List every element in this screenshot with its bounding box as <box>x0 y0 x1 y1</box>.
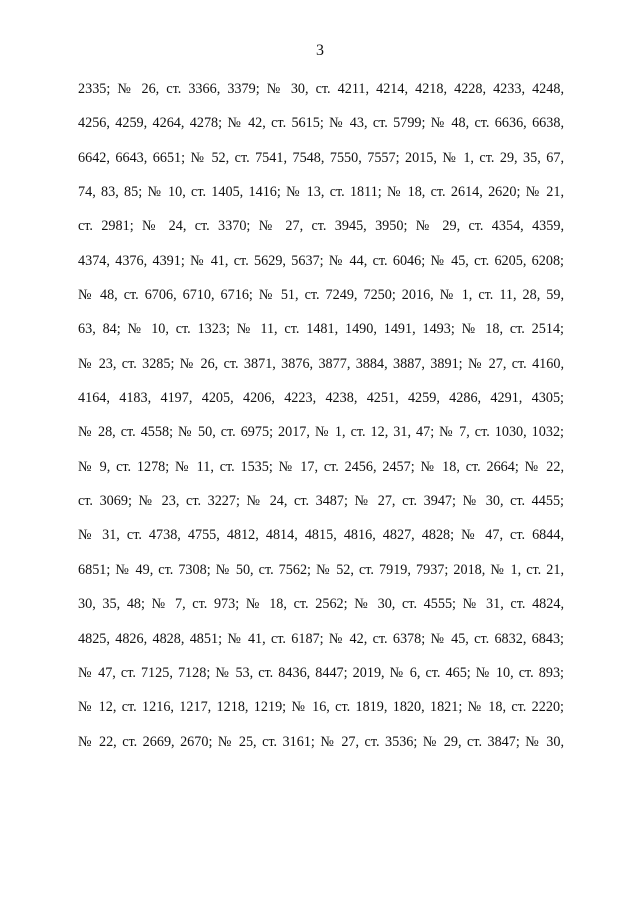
text-line: 4164, 4183, 4197, 4205, 4206, 4223, 4238, 4251, 4259, 4286, 4291, 4305; <box>78 390 564 407</box>
text-line: 4825, 4826, 4828, 4851; № 41, ст. 6187; № 42, ст. 6378; № 45, ст. 6832, 6843; <box>78 630 564 647</box>
text-line: 30, 35, 48; № 7, ст. 973; № 18, ст. 2562; № 30, ст. 4555; № 31, ст. 4824, <box>78 596 564 613</box>
text-line: 2335; № 26, ст. 3366, 3379; № 30, ст. 4211, 4214, 4218, 4228, 4233, 4248, <box>78 81 564 97</box>
text-line: ст. 2981; № 24, ст. 3370; № 27, ст. 3945, 3950; № 29, ст. 4354, 4359, <box>78 218 564 235</box>
text-line: № 22, ст. 2669, 2670; № 25, ст. 3161; № 27, ст. 3536; № 29, ст. 3847; № 30, <box>78 733 564 750</box>
text-line: № 12, ст. 1216, 1217, 1218, 1219; № 16, ст. 1819, 1820, 1821; № 18, ст. 2220; <box>78 699 564 716</box>
text-line: № 23, ст. 3285; № 26, ст. 3871, 3876, 3877, 3884, 3887, 3891; № 27, ст. 4160, <box>78 355 564 372</box>
text-line: ст. 3069; № 23, ст. 3227; № 24, ст. 3487; № 27, ст. 3947; № 30, ст. 4455; <box>78 493 564 510</box>
text-line: 4374, 4376, 4391; № 41, ст. 5629, 5637; № 44, ст. 6046; № 45, ст. 6205, 6208; <box>78 252 564 269</box>
document-body-text <box>78 79 564 766</box>
text-line: № 47, ст. 7125, 7128; № 53, ст. 8436, 8447; 2019, № 6, ст. 465; № 10, ст. 893; <box>78 664 564 681</box>
text-line: № 28, ст. 4558; № 50, ст. 6975; 2017, № 1, ст. 12, 31, 47; № 7, ст. 1030, 1032; <box>78 424 564 441</box>
text-line: 74, 83, 85; № 10, ст. 1405, 1416; № 13, ст. 1811; № 18, ст. 2614, 2620; № 21, <box>78 184 564 201</box>
text-line: № 48, ст. 6706, 6710, 6716; № 51, ст. 7249, 7250; 2016, № 1, ст. 11, 28, 59, <box>78 287 564 304</box>
page-number: 3 <box>316 42 324 59</box>
text-line: 63, 84; № 10, ст. 1323; № 11, ст. 1481, 1490, 1491, 1493; № 18, ст. 2514; <box>78 321 564 338</box>
text-line: 4256, 4259, 4264, 4278; № 42, ст. 5615; № 43, ст. 5799; № 48, ст. 6636, 6638, <box>78 115 564 132</box>
text-line: 6642, 6643, 6651; № 52, ст. 7541, 7548, 7550, 7557; 2015, № 1, ст. 29, 35, 67, <box>78 149 564 166</box>
text-line: № 9, ст. 1278; № 11, ст. 1535; № 17, ст. 2456, 2457; № 18, ст. 2664; № 22, <box>78 458 564 475</box>
text-line: № 31, ст. 4738, 4755, 4812, 4814, 4815, 4816, 4827, 4828; № 47, ст. 6844, <box>78 527 564 544</box>
text-line: 6851; № 49, ст. 7308; № 50, ст. 7562; № 52, ст. 7919, 7937; 2018, № 1, ст. 21, <box>78 561 564 578</box>
